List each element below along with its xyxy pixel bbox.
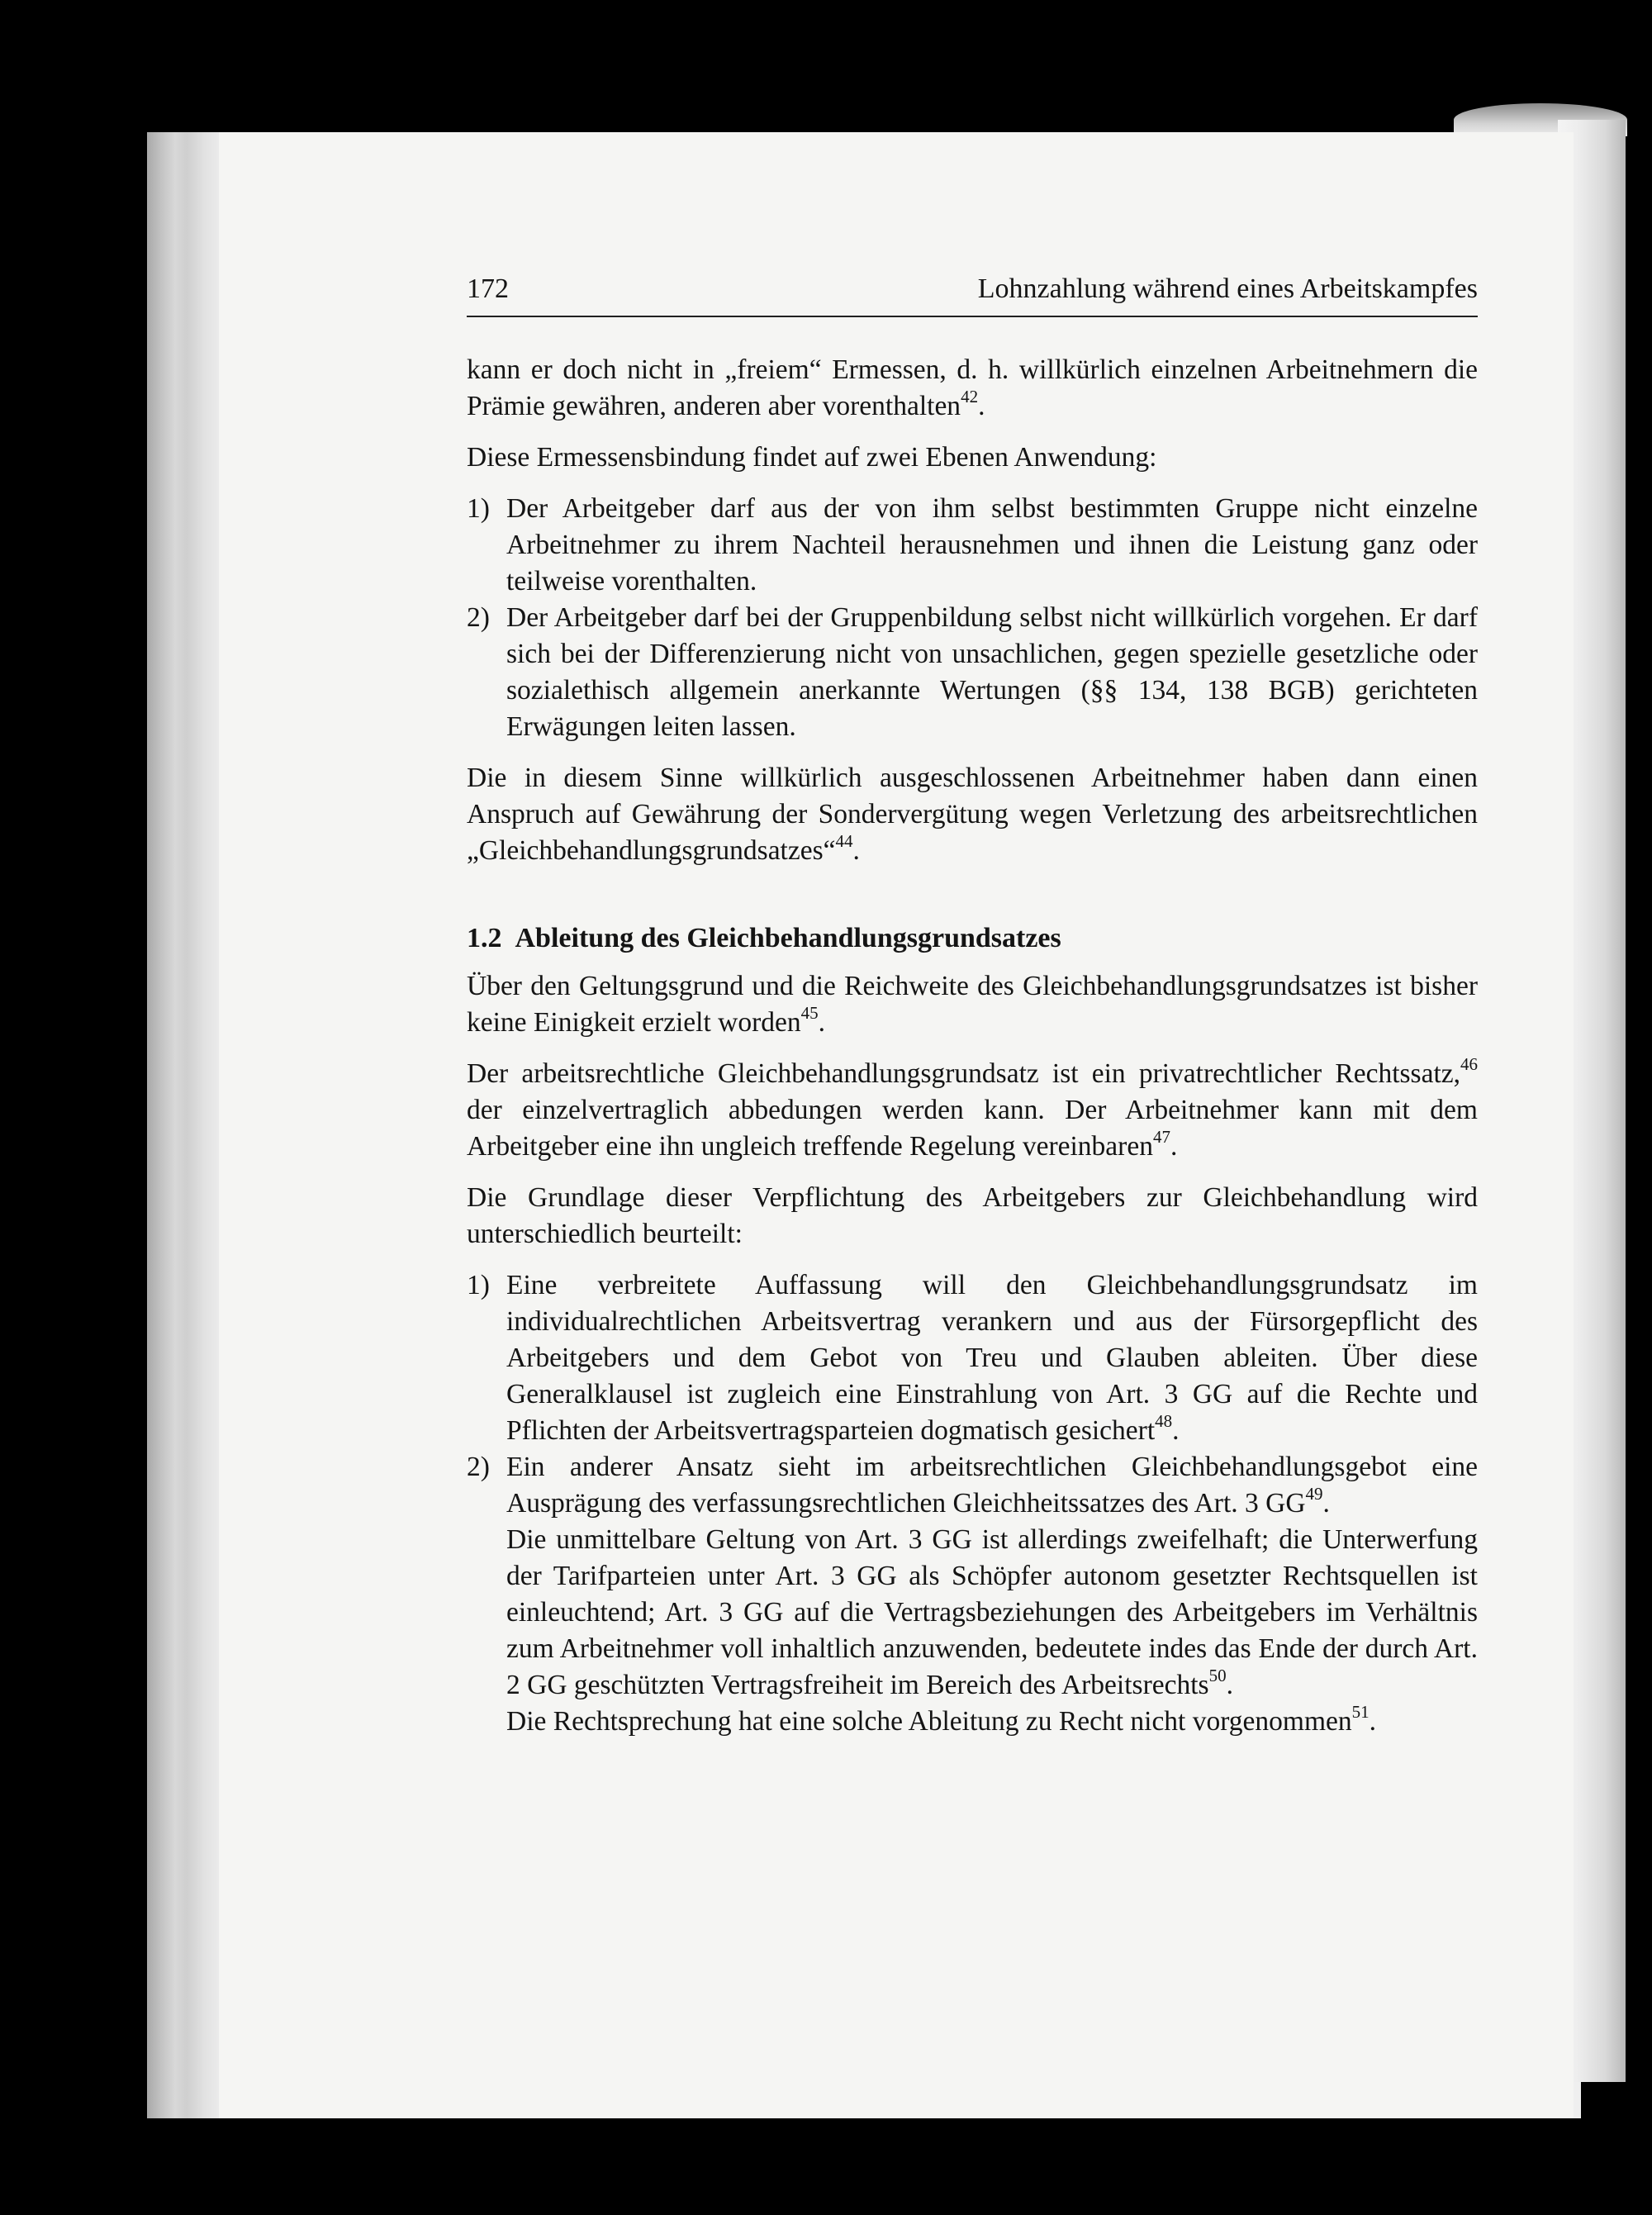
footnote-ref: 44 [835,830,853,851]
list-item-text: Eine verbreitete Auffassung will den Gleichbehandlungsgrundsatz im individualrechtlichen Arbeitsvertrag verankern und aus der Fürsorgepflicht des Arbeitgebers und dem Gebot von Treu und Glauben ableiten. Über diese Generalklausel ist zugleich eine Einstrahlung von Art. 3 GG auf die Rechte und Pflichten der Arbeitsvertragsparteien dogmatisch gesichert$^{48}$. [506,1270,1478,1446]
paragraph: Über den Geltungsgrund und die Reichweite des Gleichbehandlungsgrundsatzes ist bisher keine Einigkeit erzielt worden$^{45}$. [467,971,1478,1038]
list-item [467,1267,1478,1449]
page-body [467,352,1478,1740]
footnote-ref: 51 [1351,1701,1370,1722]
list-item-text [506,1449,1478,1740]
list-item [467,491,1478,600]
book-page [219,132,1574,2118]
running-title: Lohnzahlung während eines Arbeitskampfes [977,273,1478,304]
numbered-list [467,1267,1478,1740]
section-title: Ableitung des Gleichbehandlungsgrundsatzes [515,923,1061,953]
list-paragraph: Ein anderer Ansatz sieht im arbeitsrechtlichen Gleichbehandlungsgebot eine Ausprägung des verfassungsrechtlichen Gleichheitssatzes des Art. 3 GG$^{49}$. [506,1452,1478,1519]
footnote-ref: 42 [961,386,979,406]
list-marker: 2) [467,1452,490,1482]
list-item [467,600,1478,745]
list-paragraph: Die unmittelbare Geltung von Art. 3 GG ist allerdings zweifelhaft; die Unterwerfung der Tarifparteien unter Art. 3 GG als Schöpfer autonom gesetzter Rechtsquellen ist einleuchtend; Art. 3 GG auf die Vertragsbeziehungen des Arbeitgebers im Verhältnis zum Arbeitnehmer voll inhaltlich anzuwenden, bedeutete indes das Ende der durch Art. 2 GG geschützten Vertragsfreiheit im Bereich des Arbeitsrechts$^{50}$. [506,1524,1478,1700]
footnote-ref: 47 [1152,1126,1170,1147]
page-content [467,271,1478,1755]
footnote-ref: 45 [800,1002,819,1023]
footnote-ref: 49 [1305,1483,1323,1504]
footnote-ref: 46 [1460,1053,1478,1074]
section-number: 1.2 [467,923,502,953]
paragraph: Die in diesem Sinne willkürlich ausgeschlossenen Arbeitnehmer haben dann einen Anspruch auf Gewährung der Sondervergütung wegen Verletzung des arbeitsrechtlichen „Gleichbehandlungsgrundsatzes“$^{44}$. [467,763,1478,866]
list-item-text: Der Arbeitgeber darf aus der von ihm selbst bestimmten Gruppe nicht einzelne Arbeitnehmer zu ihrem Nachteil herausnehmen und ihnen die Leistung ganz oder teilweise vorenthalten. [506,493,1478,597]
list-marker: 1) [467,1270,490,1300]
footnote-ref: 50 [1208,1665,1227,1685]
list-item [467,1449,1478,1740]
paragraph: Die Grundlage dieser Verpflichtung des Arbeitgebers zur Gleichbehandlung wird unterschiedlich beurteilt: [467,1182,1478,1249]
paragraph: Diese Ermessensbindung findet auf zwei Ebenen Anwendung: [467,442,1157,473]
paragraph: Der arbeitsrechtliche Gleichbehandlungsgrundsatz ist ein privatrechtlicher Rechtssatz,$^{46}$ der einzelvertraglich abbedungen werden kann. Der Arbeitnehmer kann mit dem Arbeitgeber eine ihn ungleich treffende Regelung vereinbaren$^{47}$. [467,1053,1478,1162]
list-marker: 1) [467,493,490,524]
paragraph: kann er doch nicht in „freiem“ Ermessen, d. h. willkürlich einzelnen Arbeitnehmern die Prämie gewähren, anderen aber vorenthalten$^{42}$. [467,354,1478,421]
list-paragraph: Die Rechtsprechung hat eine solche Ableitung zu Recht nicht vorgenommen$^{51}$. [506,1701,1377,1737]
footnote-ref: 48 [1155,1410,1173,1431]
list-marker: 2) [467,602,490,633]
running-header [467,271,1478,317]
page-number: 172 [467,273,509,304]
list-item-text: Der Arbeitgeber darf bei der Gruppenbildung selbst nicht willkürlich vorgehen. Er darf sich bei der Differenzierung nicht von unsachlichen, gegen spezielle gesetzliche oder sozialethisch allgemein anerkannte Wertungen (§§ 134, 138 BGB) gerichteten Erwägungen leiten lassen. [506,602,1478,742]
section-heading [467,920,1478,957]
numbered-list [467,491,1478,745]
